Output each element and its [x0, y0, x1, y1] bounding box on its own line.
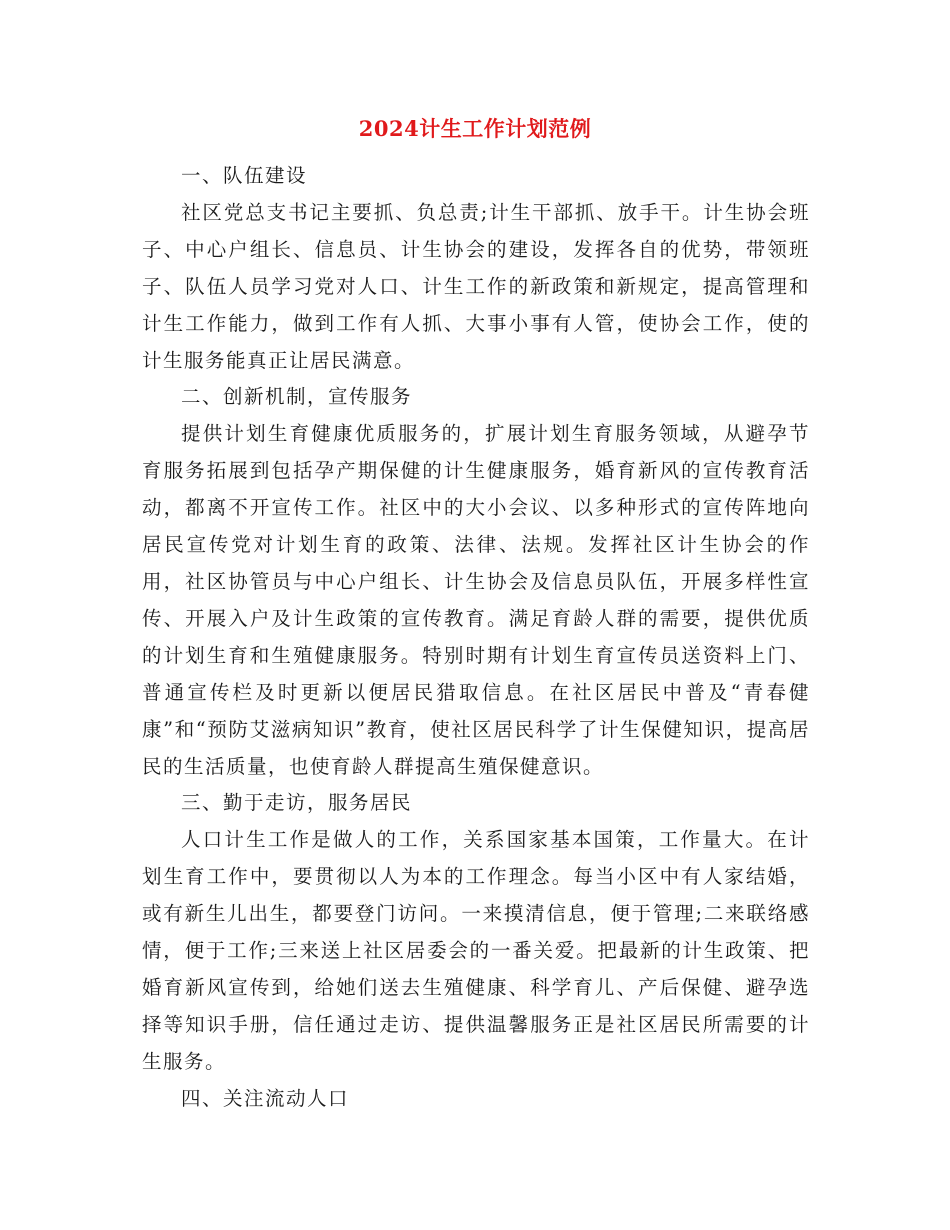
section-heading-visits: 三、勤于走访，服务居民: [181, 791, 413, 815]
section-heading-team-building: 一、队伍建设: [181, 164, 308, 187]
paragraph-visits: 人口计生工作是做人的工作，关系国家基本国策，工作量大。在计划生育工作中，要贯彻以人为本的工作理念。每当小区中有人家结婚，或有新生儿出生，都要登门访问。一来摸清信息，便于管理;二来联络感情，便于工作;三来送上社区居委会的一番关爱。把最新的计生政策、把婚育新风宣传到，给她们送去生殖健康、科学育儿、产后保健、避孕选择等知识手册，信任通过走访、提供温馨服务正是社区居民所需要的计生服务。: [142, 828, 810, 1073]
document-title: 2024计生工作计划范例: [358, 116, 592, 141]
section-heading-innovation: 二、创新机制，宣传服务: [181, 385, 413, 409]
section-heading-floating-population: 四、关注流动人口: [181, 1086, 350, 1110]
paragraph-innovation: 提供计划生育健康优质服务的，扩展计划生育服务领域，从避孕节育服务拓展到包括孕产期保健的计生健康服务，婚育新风的宣传教育活动，都离不开宣传工作。社区中的大小会议、以多种形式的宣传阵地向居民宣传党对计划生育的政策、法律、法规。发挥社区计生协会的作用，社区协管员与中心户组长、计生协会及信息员队伍，开展多样性宣传、开展入户及计生政策的宣传教育。满足育龄人群的需要，提供优质的计划生育和生殖健康服务。特别时期有计划生育宣传员送资料上门、普通宣传栏及时更新以便居民猎取信息。在社区居民中普及“青春健康”和“预防艾滋病知识”教育，使社区居民科学了计生保健知识，提高居民的生活质量，也使育龄人群提高生殖保健意识。: [142, 422, 810, 778]
document-body: [142, 158, 810, 1118]
paragraph-team-building: 社区党总支书记主要抓、负总责;计生干部抓、放手干。计生协会班子、中心户组长、信息员、计生协会的建设，发挥各自的优势，带领班子、队伍人员学习党对人口、计生工作的新政策和新规定，提高管理和计生工作能力，做到工作有人抓、大事小事有人管，使协会工作，使的计生服务能真正让居民满意。: [142, 200, 810, 372]
